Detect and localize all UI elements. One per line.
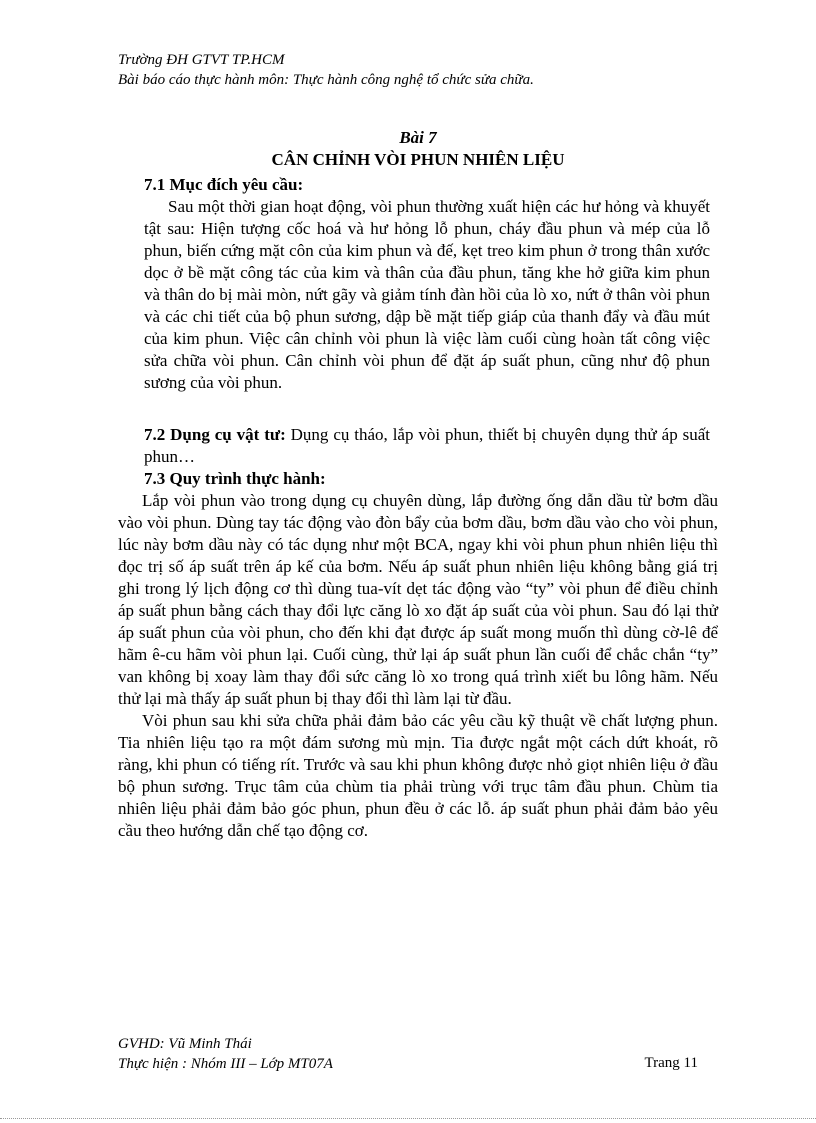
page-number: Trang 11 [644,1055,698,1071]
page-footer [118,1034,333,1074]
section-2 [144,424,710,468]
section-3-heading: 7.3 Quy trình thực hành: [144,469,326,488]
section-2-heading: 7.2 Dụng cụ vật tư: [144,425,286,444]
section-3-paragraph-1: Lắp vòi phun vào trong dụng cụ chuyên dùng, lắp đường ống dẫn dầu từ bơm dầu vào vòi phun. Dùng tay tác động vào đòn bẩy của bơm dầu, bơm dầu vào cho vòi phun, lúc này bơm dầu này có tác dụng như một BCA, ngay khi vòi phun phun nhiên liệu thì đọc trị số áp suất trên áp kế của bơm. Nếu áp suất phun nhiên liệu không bằng giá trị ghi trong lý lịch động cơ thì dùng tua-vít dẹt tác động vào “ty” vòi phun để điều chỉnh áp suất phun bằng cách thay đổi lực căng lò xo đặt áp suất của vòi phun. Sau đó lại thử áp suất phun của vòi phun, cho đến khi đạt được áp suất mong muốn thì dùng cờ-lê để hãm ê-cu hãm vòi phun lại. Cuối cùng, thử lại áp suất phun lần cuối để chắc chắn “ty” van không bị xoay làm thay đổi sức căng lò xo trong quá trình xiết bu lông hãm. Nếu thử lại mà thấy áp suất phun bị thay đổi thì làm lại từ đầu. [118,491,718,708]
report-subject: Bài báo cáo thực hành môn: Thực hành công nghệ tổ chức sửa chữa. [118,72,534,88]
advisor: GVHD: Vũ Minh Thái [118,1036,252,1052]
school-name: Trường ĐH GTVT TP.HCM [118,52,285,68]
bottom-divider [0,1118,816,1119]
section-1-body: Sau một thời gian hoạt động, vòi phun thường xuất hiện các hư hỏng và khuyết tật sau: Hiện tượng cốc hoá và hư hỏng lỗ phun, cháy đầu phun và mép của lỗ phun, biến cứng mặt côn của kim phun và đế, kẹt treo kim phun ở trong thân xước dọc ở bề mặt công tác của kim và thân của đầu phun, tăng khe hở giữa kim phun và thân do bị mài mòn, nứt gãy và giảm tính đàn hồi của lò xo, nứt ở thân vòi phun và các chi tiết của bộ phun sương, dập bề mặt tiếp giáp của thanh đẩy và đầu mút của kim phun. Việc cân chỉnh vòi phun là việc làm cuối cùng hoàn tất công việc sửa chữa vòi phun. Cân chỉnh vòi phun để đặt áp suất phun, cũng như độ phun sương của vòi phun. [144,197,710,392]
section-3-paragraph-2: Vòi phun sau khi sửa chữa phải đảm bảo các yêu cầu kỹ thuật về chất lượng phun. Tia nhiên liệu tạo ra một đám sương mù mịn. Tia được ngắt một cách dứt khoát, rõ ràng, khi phun có tiếng rít. Trước và sau khi phun không được nhỏ giọt nhiên liệu ở đầu bộ phun sương. Trục tâm của chùm tia phải trùng với trục tâm đầu phun. Chùm tia nhiên liệu phải đảm bảo góc phun, phun đều ở các lỗ. áp suất phun phải đảm bảo yêu cầu theo hướng dẫn chế tạo động cơ. [118,711,718,840]
lesson-number: Bài 7 [399,128,437,147]
section-1 [144,174,710,394]
section-1-heading: 7.1 Mục đích yêu cầu: [144,175,304,194]
page-title: CÂN CHỈNH VÒI PHUN NHIÊN LIỆU [271,150,565,169]
performer: Thực hiện : Nhóm III – Lớp MT07A [118,1056,333,1072]
page-header [118,50,534,90]
section-2-body: Dụng cụ tháo, lắp vòi phun, thiết bị chuyên dụng thử áp suất phun… [144,425,710,466]
section-3 [118,468,718,842]
